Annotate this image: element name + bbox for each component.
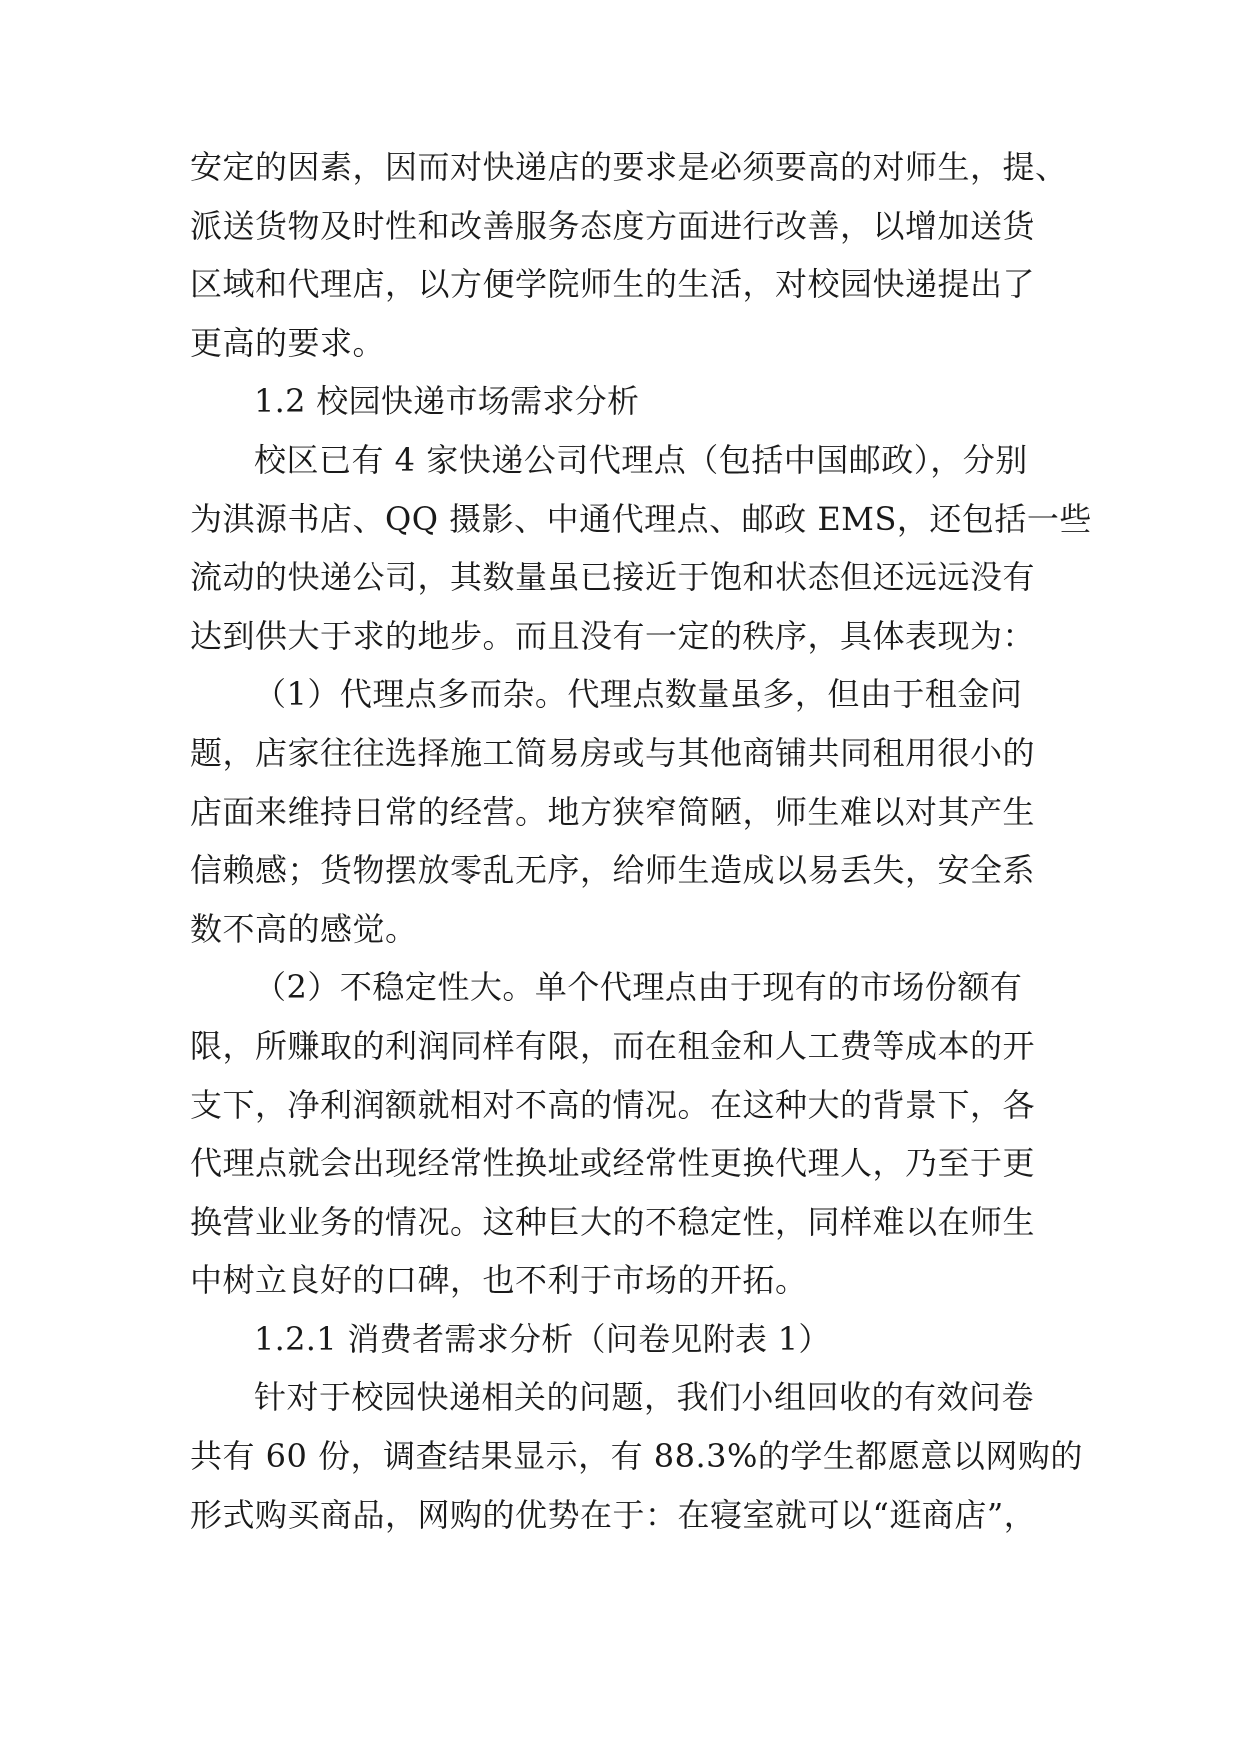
body-line: 代理点就会出现经常性换址或经常性更换代理人，乃至于更 xyxy=(190,1144,1036,1183)
body-line: 共有 60 份，调查结果显示，有 88.3%的学生都愿意以网购的 xyxy=(190,1437,1083,1476)
body-line: 派送货物及时性和改善服务态度方面进行改善，以增加送货 xyxy=(190,206,1036,245)
list-item-first-line: （2）不稳定性大。单个代理点由于现有的市场份额有 xyxy=(254,968,1023,1007)
body-line: 为淇源书店、QQ 摄影、中通代理点、邮政 EMS，还包括一些 xyxy=(190,499,1092,538)
body-line: 信赖感；货物摆放零乱无序，给师生造成以易丢失，安全系 xyxy=(190,851,1036,890)
body-line: 数不高的感觉。 xyxy=(190,909,418,948)
subsection-heading: 1.2.1 消费者需求分析（问卷见附表 1） xyxy=(254,1319,831,1358)
body-line: 安定的因素，因而对快递店的要求是必须要高的对师生，提、 xyxy=(190,148,1068,186)
body-line: 达到供大于求的地步。而且没有一定的秩序，具体表现为： xyxy=(190,616,1036,655)
document-body xyxy=(190,138,1092,1544)
paragraph-first-line: 校区已有 4 家快递公司代理点（包括中国邮政），分别 xyxy=(254,440,1028,479)
list-item-first-line: （1）代理点多而杂。代理点数量虽多，但由于租金问 xyxy=(254,675,1023,714)
body-line: 形式购买商品，网购的优势在于：在寝室就可以“逛商店”， xyxy=(190,1495,1037,1534)
body-line: 题，店家往往选择施工简易房或与其他商铺共同租用很小的 xyxy=(190,733,1036,772)
body-line: 更高的要求。 xyxy=(190,323,386,362)
body-line: 支下，净利润额就相对不高的情况。在这种大的背景下，各 xyxy=(190,1085,1036,1124)
body-line: 限，所赚取的利润同样有限，而在租金和人工费等成本的开 xyxy=(190,1026,1036,1065)
paragraph-first-line: 针对于校园快递相关的问题，我们小组回收的有效问卷 xyxy=(254,1378,1035,1417)
body-line: 中树立良好的口碑，也不利于市场的开拓。 xyxy=(190,1261,808,1300)
section-heading: 1.2 校园快递市场需求分析 xyxy=(254,382,640,421)
body-line: 换营业业务的情况。这种巨大的不稳定性，同样难以在师生 xyxy=(190,1202,1036,1241)
body-line: 店面来维持日常的经营。地方狭窄简陋，师生难以对其产生 xyxy=(190,792,1036,831)
body-line: 区域和代理店，以方便学院师生的生活，对校园快递提出了 xyxy=(190,265,1036,304)
body-line: 流动的快递公司，其数量虽已接近于饱和状态但还远远没有 xyxy=(190,558,1036,597)
